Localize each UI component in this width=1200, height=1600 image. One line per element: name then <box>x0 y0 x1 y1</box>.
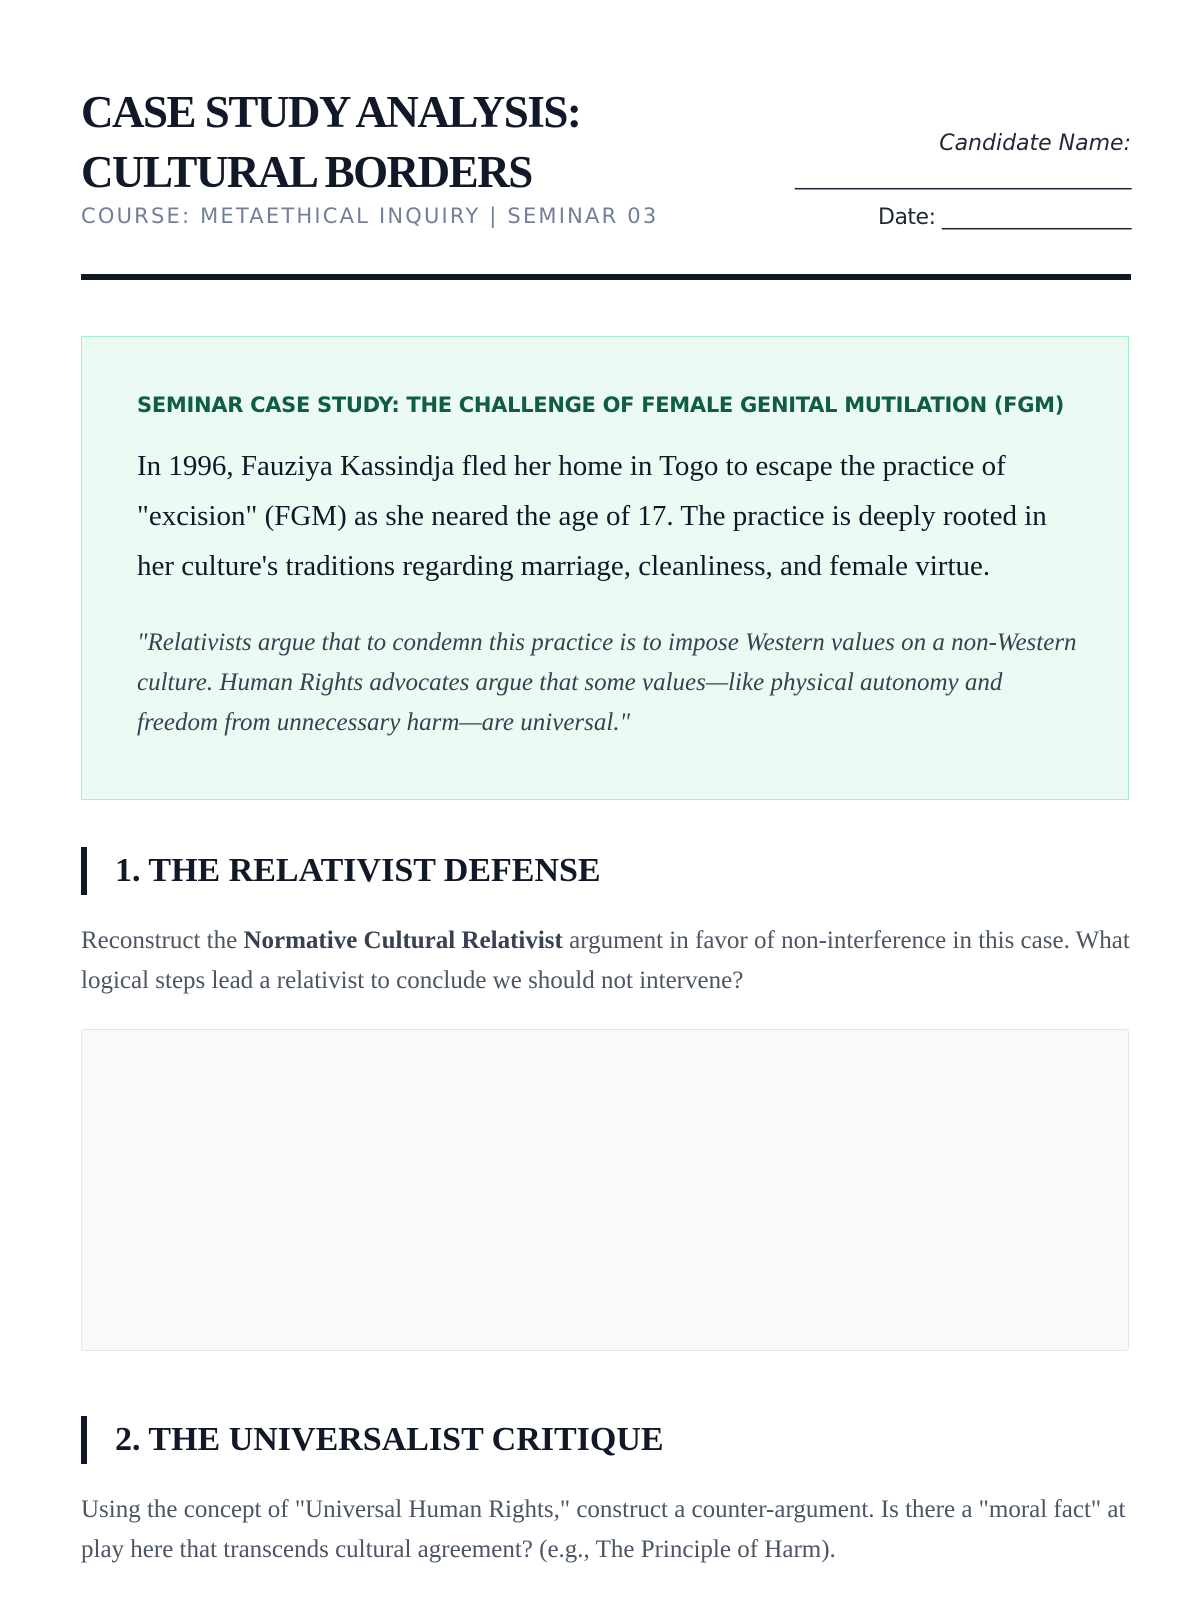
section-prompt: Using the concept of "Universal Human Rights," construct a counter-argument. Is there a "moral fact" at play here that transcends cultural agreement? (e.g., The Principle of Harm). <box>81 1496 1126 1563</box>
case-study-title: SEMINAR CASE STUDY: THE CHALLENGE OF FEMALE GENITAL MUTILATION (FGM) <box>137 393 1065 417</box>
case-study-body: In 1996, Fauziya Kassindja fled her home in Togo to escape the practice of "excision" (FGM) as she neared the age of 17. The practice is deeply rooted in her culture's traditions regarding marriage, cleanliness, and female virtue. <box>137 450 1047 582</box>
section-accent-bar <box>81 1416 87 1464</box>
case-study-box <box>81 336 1129 800</box>
worksheet-header <box>81 0 1131 286</box>
section-title: 2. THE UNIVERSALIST CRITIQUE <box>115 1421 664 1458</box>
section-title: 1. THE RELATIVIST DEFENSE <box>115 852 601 889</box>
section-heading <box>81 1416 1131 1464</box>
header-divider <box>81 274 1131 280</box>
candidate-info <box>795 130 1131 238</box>
section-accent-bar <box>81 847 87 895</box>
date-field[interactable]: __________________ <box>942 205 1131 230</box>
prompt-emphasis: Normative Cultural Relativist <box>243 927 563 954</box>
date-row <box>795 198 1131 238</box>
answer-box[interactable] <box>81 1029 1129 1351</box>
section-relativist-defense <box>81 847 1131 1351</box>
section-universalist-critique <box>81 1416 1131 1570</box>
date-label: Date: <box>878 205 936 230</box>
worksheet-page <box>81 0 1131 1563</box>
prompt-text-end: argument in favor of non-interference in this case. What logical steps lead a relativist to conclude we should not intervene? <box>81 927 1130 994</box>
case-study-quote: "Relativists argue that to condemn this practice is to impose Western values on a non-Western culture. Human Rights advocates argue that some values—like physical autonomy and freedom from unnecessary harm—are universal." <box>137 629 1077 736</box>
prompt-text-start: Reconstruct the <box>81 927 244 954</box>
title-line-1: CASE STUDY ANALYSIS: <box>81 87 581 137</box>
section-prompt <box>81 921 1131 1001</box>
candidate-name-field[interactable]: ________________________________ <box>795 165 1131 190</box>
candidate-name-label: Candidate Name: <box>939 131 1131 156</box>
title-line-2: CULTURAL BORDERS <box>81 147 532 197</box>
section-heading <box>81 847 1131 895</box>
page-title <box>81 82 580 202</box>
course-subtitle: COURSE: METAETHICAL INQUIRY | SEMINAR 03 <box>81 204 659 228</box>
